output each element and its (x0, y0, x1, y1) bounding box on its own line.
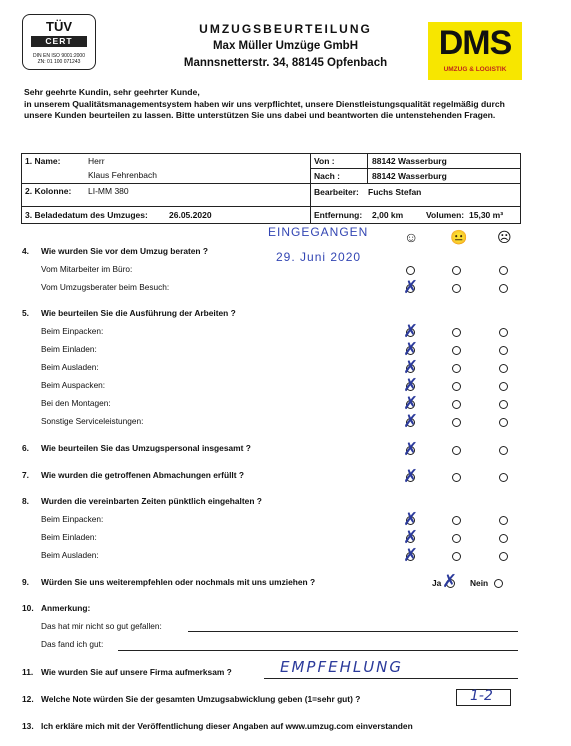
rating-radio[interactable] (406, 266, 415, 275)
q8-sub-1: Beim Einpacken: (41, 514, 104, 524)
q13-number: 13. (22, 721, 34, 731)
rating-radio[interactable] (499, 418, 508, 427)
von-label: Von : (314, 156, 335, 166)
rating-radio[interactable] (452, 516, 461, 525)
rating-radio[interactable] (452, 284, 461, 293)
q6-text: Wie beurteilen Sie das Umzugspersonal insgesamt ? (41, 443, 251, 453)
volumen-label: Volumen: (426, 210, 465, 220)
q9-ja-label: Ja (432, 578, 442, 588)
box-divider-vertical (310, 154, 311, 223)
entfernung-label: Entfernung: (314, 210, 363, 220)
q5-sub-5: Bei den Montagen: (41, 398, 111, 408)
dms-logo-text: DMS (438, 24, 512, 62)
q7-text: Wie wurden die getroffenen Abmachungen erfüllt ? (41, 470, 244, 480)
q10-number: 10. (22, 603, 34, 613)
rating-radio[interactable] (452, 364, 461, 373)
q13-text: Ich erkläre mich mit der Veröffentlichung dieser Angaben auf www.umzug.com einverstanden (41, 721, 413, 731)
q5-number: 5. (22, 308, 29, 318)
handwritten-cross-mark: ✗ (403, 375, 419, 396)
nach-value: 88142 Wasserburg (372, 171, 447, 181)
q8-sub-2: Beim Einladen: (41, 532, 97, 542)
date-label: 3. Beladedatum des Umzuges: (25, 210, 148, 220)
handwritten-cross-mark: ✗ (403, 393, 419, 414)
tuv-logo-bar: CERT (31, 36, 87, 47)
dms-logo (428, 22, 522, 80)
kolonne-value: LI-MM 380 (88, 186, 129, 196)
box-divider-2 (22, 206, 520, 207)
received-stamp-date: 29. Juni 2020 (276, 250, 362, 264)
box-divider-3 (310, 168, 520, 169)
intro-greeting: Sehr geehrte Kundin, sehr geehrter Kunde, (24, 87, 200, 97)
q5-sub-1: Beim Einpacken: (41, 326, 104, 336)
handwritten-cross-mark: ✗ (403, 466, 419, 487)
handwritten-cross-mark: ✗ (403, 509, 419, 530)
rating-radio[interactable] (452, 473, 461, 482)
handwritten-cross-mark: ✗ (403, 357, 419, 378)
q11-text: Wie wurden Sie auf unsere Firma aufmerksam ? (41, 667, 232, 677)
q12-handwritten-answer: 1-2 (470, 688, 493, 704)
rating-radio[interactable] (452, 346, 461, 355)
q11-line[interactable] (264, 678, 518, 679)
rating-radio[interactable] (499, 382, 508, 391)
q4-sub-1: Vom Mitarbeiter im Büro: (41, 264, 133, 274)
handwritten-cross-mark: ✗ (403, 439, 419, 460)
q11-number: 11. (22, 667, 34, 677)
kolonne-label: 2. Kolonne: (25, 186, 72, 196)
sad-face-icon: ☹ (497, 229, 512, 245)
q8-sub-3: Beim Ausladen: (41, 550, 99, 560)
info-box (21, 153, 521, 224)
q8-number: 8. (22, 496, 29, 506)
q9-nein-label: Nein (470, 578, 489, 588)
q9-nein-radio[interactable] (494, 579, 503, 588)
intro-text (24, 87, 524, 122)
q9-number: 9. (22, 577, 29, 587)
q10-line-2[interactable] (118, 650, 518, 651)
received-stamp: EINGEGANGEN (268, 225, 369, 239)
rating-radio[interactable] (499, 534, 508, 543)
handwritten-cross-mark: ✗ (403, 339, 419, 360)
rating-radio[interactable] (499, 516, 508, 525)
q7-number: 7. (22, 470, 29, 480)
dms-logo-subtext: UMZUG & LOGISTIK (443, 66, 507, 73)
q10-text: Anmerkung: (41, 603, 91, 613)
rating-radio[interactable] (499, 328, 508, 337)
rating-radio[interactable] (499, 364, 508, 373)
date-value: 26.05.2020 (169, 210, 212, 220)
tuv-small-1: DIN EN ISO 9001:2000 (33, 53, 85, 59)
bearbeiter-value: Fuchs Stefan (368, 187, 422, 197)
rating-radio[interactable] (452, 552, 461, 561)
bearbeiter-label: Bearbeiter: (314, 187, 359, 197)
q11-handwritten-answer: EMPFEHLUNG (280, 658, 404, 676)
box-divider-1 (22, 183, 310, 184)
neutral-face-icon: 😐 (450, 229, 468, 245)
rating-radio[interactable] (499, 284, 508, 293)
rating-radio[interactable] (452, 328, 461, 337)
q6-number: 6. (22, 443, 29, 453)
q10-sub-1: Das hat mir nicht so gut gefallen: (41, 621, 162, 631)
q5-sub-2: Beim Einladen: (41, 344, 97, 354)
q5-sub-6: Sonstige Serviceleistungen: (41, 416, 144, 426)
box-divider-vertical-2 (367, 154, 368, 183)
rating-radio[interactable] (499, 266, 508, 275)
handwritten-cross-mark: ✗ (403, 277, 419, 298)
q12-text: Welche Note würden Sie der gesamten Umzugsabwicklung geben (1=sehr gut) ? (41, 694, 361, 704)
rating-radio[interactable] (452, 534, 461, 543)
q4-text: Wie wurden Sie vor dem Umzug beraten ? (41, 246, 208, 256)
q5-text: Wie beurteilen Sie die Ausführung der Arbeiten ? (41, 308, 236, 318)
volumen-value: 15,30 m³ (469, 210, 504, 220)
entfernung-value: 2,00 km (372, 210, 404, 220)
rating-radio[interactable] (499, 473, 508, 482)
name-label: 1. Name: (25, 156, 61, 166)
q9-ja-cross-mark: ✗ (442, 571, 458, 592)
q9-text: Würden Sie uns weiterempfehlen oder nochmals mit uns umziehen ? (41, 577, 316, 587)
q4-number: 4. (22, 246, 29, 256)
rating-radio[interactable] (452, 382, 461, 391)
q5-sub-4: Beim Auspacken: (41, 380, 106, 390)
box-divider-4 (310, 183, 520, 184)
q5-sub-3: Beim Ausladen: (41, 362, 99, 372)
name-title: Herr (88, 156, 105, 166)
q12-number: 12. (22, 694, 34, 704)
q10-sub-2: Das fand ich gut: (41, 639, 104, 649)
handwritten-cross-mark: ✗ (403, 411, 419, 432)
rating-radio[interactable] (452, 446, 461, 455)
q10-line-1[interactable] (188, 631, 518, 632)
document-title: UMZUGSBEURTEILUNG (199, 22, 372, 36)
company-name: Max Müller Umzüge GmbH (212, 40, 359, 52)
rating-radio[interactable] (452, 400, 461, 409)
rating-radio[interactable] (499, 552, 508, 561)
rating-radio[interactable] (452, 418, 461, 427)
rating-radio[interactable] (499, 400, 508, 409)
q8-text: Wurden die vereinbarten Zeiten pünktlich eingehalten ? (41, 496, 262, 506)
tuv-logo-top: TÜV (46, 19, 72, 34)
handwritten-cross-mark: ✗ (403, 321, 419, 342)
rating-radio[interactable] (499, 446, 508, 455)
rating-radio[interactable] (499, 346, 508, 355)
von-value: 88142 Wasserburg (372, 156, 447, 166)
q4-sub-2: Vom Umzugsberater beim Besuch: (41, 282, 170, 292)
happy-face-icon: ☺ (404, 229, 419, 245)
nach-label: Nach : (314, 171, 340, 181)
handwritten-cross-mark: ✗ (403, 527, 419, 548)
intro-body: in unserem Qualitätsmanagementsystem haben wir uns verpflichtet, unsere Dienstleistungsqualität regelmäßig durch unsere Kunden beurteilen zu lassen. Bitte unterstützen Sie uns dabei und beantworten die untenstehenden Fragen. (24, 98, 505, 120)
rating-radio[interactable] (452, 266, 461, 275)
name-value: Klaus Fehrenbach (88, 170, 157, 180)
handwritten-cross-mark: ✗ (403, 545, 419, 566)
tuv-small-2: ZN: 01 100 071243 (37, 59, 81, 65)
company-address: Mannsnetterstr. 34, 88145 Opfenbach (183, 57, 388, 69)
